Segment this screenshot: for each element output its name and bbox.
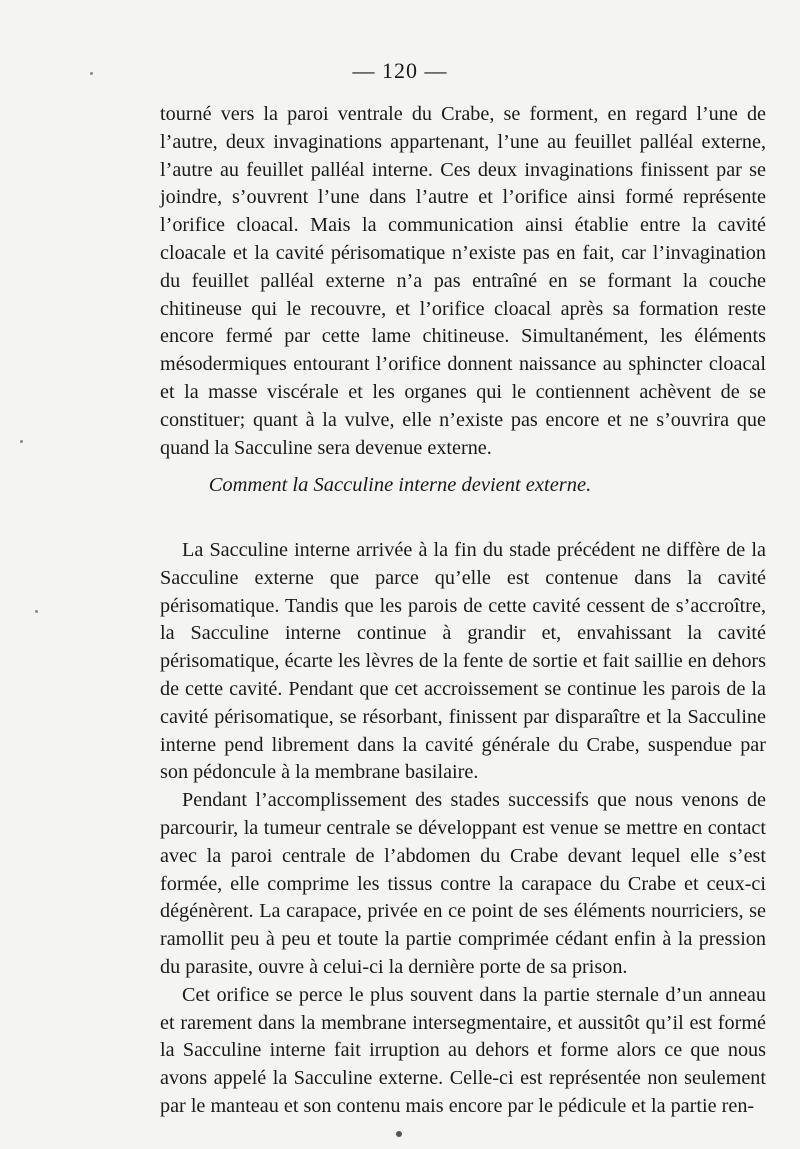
text-block-top — [160, 101, 766, 462]
paper-speck — [20, 440, 23, 443]
paper-speck — [35, 610, 38, 613]
paper-speck — [90, 72, 93, 75]
paragraph-continuation: tourné vers la paroi ventrale du Crabe, se forment, en regard l’une de l’autre, deux invaginations appartenant, l’une au feuillet palléal externe, l’autre au feuillet palléal interne. Ces deux invaginations finissent par se joindre, s’ouvrent l’une dans l’autre et l’orifice ainsi formé représente l’orifice cloacal. Mais la communication ainsi établie entre la cavité cloacale et la cavité périsomatique n’existe pas en fait, car l’invagination du feuillet palléal externe n’a pas entraîné en se formant la couche chitineuse qui le recouvre, et l’orifice cloacal après sa formation reste encore fermé par cette lame chitineuse. Simultanément, les éléments mésodermiques entourant l’orifice donnent naissance au sphincter cloacal et la masse viscérale et les organes qui le contiennent achèvent de se constituer; quant à la vulve, elle n’existe pas encore et ne s’ouvrira que quand la Sacculine sera devenue externe. — [160, 103, 766, 459]
paragraph-1: La Sacculine interne arrivée à la fin du stade précédent ne diffère de la Sacculine externe que parce qu’elle est contenue dans la cavité périsomatique. Tandis que les parois de cette cavité cessent de s’accroître, la Sacculine interne continue à grandir et, envahissant la cavité périsomatique, écarte les lèvres de la fente de sortie et fait saillie en dehors de cette cavité. Pendant que cet accroissement se continue les parois de la cavité périsomatique, se résorbant, finissent par disparaître et la Sacculine interne pend librement dans la cavité générale du Crabe, suspendue par son pédoncule à la membrane basilaire. — [160, 539, 766, 784]
page-number: — 120 — — [352, 58, 448, 83]
section-heading: Comment la Sacculine interne devient externe. — [208, 474, 592, 496]
ink-dot — [396, 1131, 402, 1137]
paragraph-3: Cet orifice se perce le plus souvent dans la partie sternale d’un anneau et rarement dans la membrane intersegmentaire, et aussitôt qu’il est formé la Sacculine interne fait irruption au dehors et forme alors ce que nous avons appelé la Sacculine externe. Celle-ci est représentée non seulement par le manteau et son contenu mais encore par le pédicule et la partie ren- — [160, 983, 766, 1117]
paragraph-2: Pendant l’accomplissement des stades successifs que nous venons de parcourir, la tumeur centrale se développant est venue se mettre en contact avec la paroi centrale de l’abdomen du Crabe devant lequel elle s’est formée, elle comprime les tissus contre la carapace du Crabe et ceux-ci dégénèrent. La carapace, privée en ce point de ses éléments nourriciers, se ramollit peu à peu et toute la partie comprimée cédant enfin à la pression du parasite, ouvre à celui-ci la dernière porte de sa prison. — [160, 789, 766, 978]
text-block-bottom — [160, 537, 766, 1121]
